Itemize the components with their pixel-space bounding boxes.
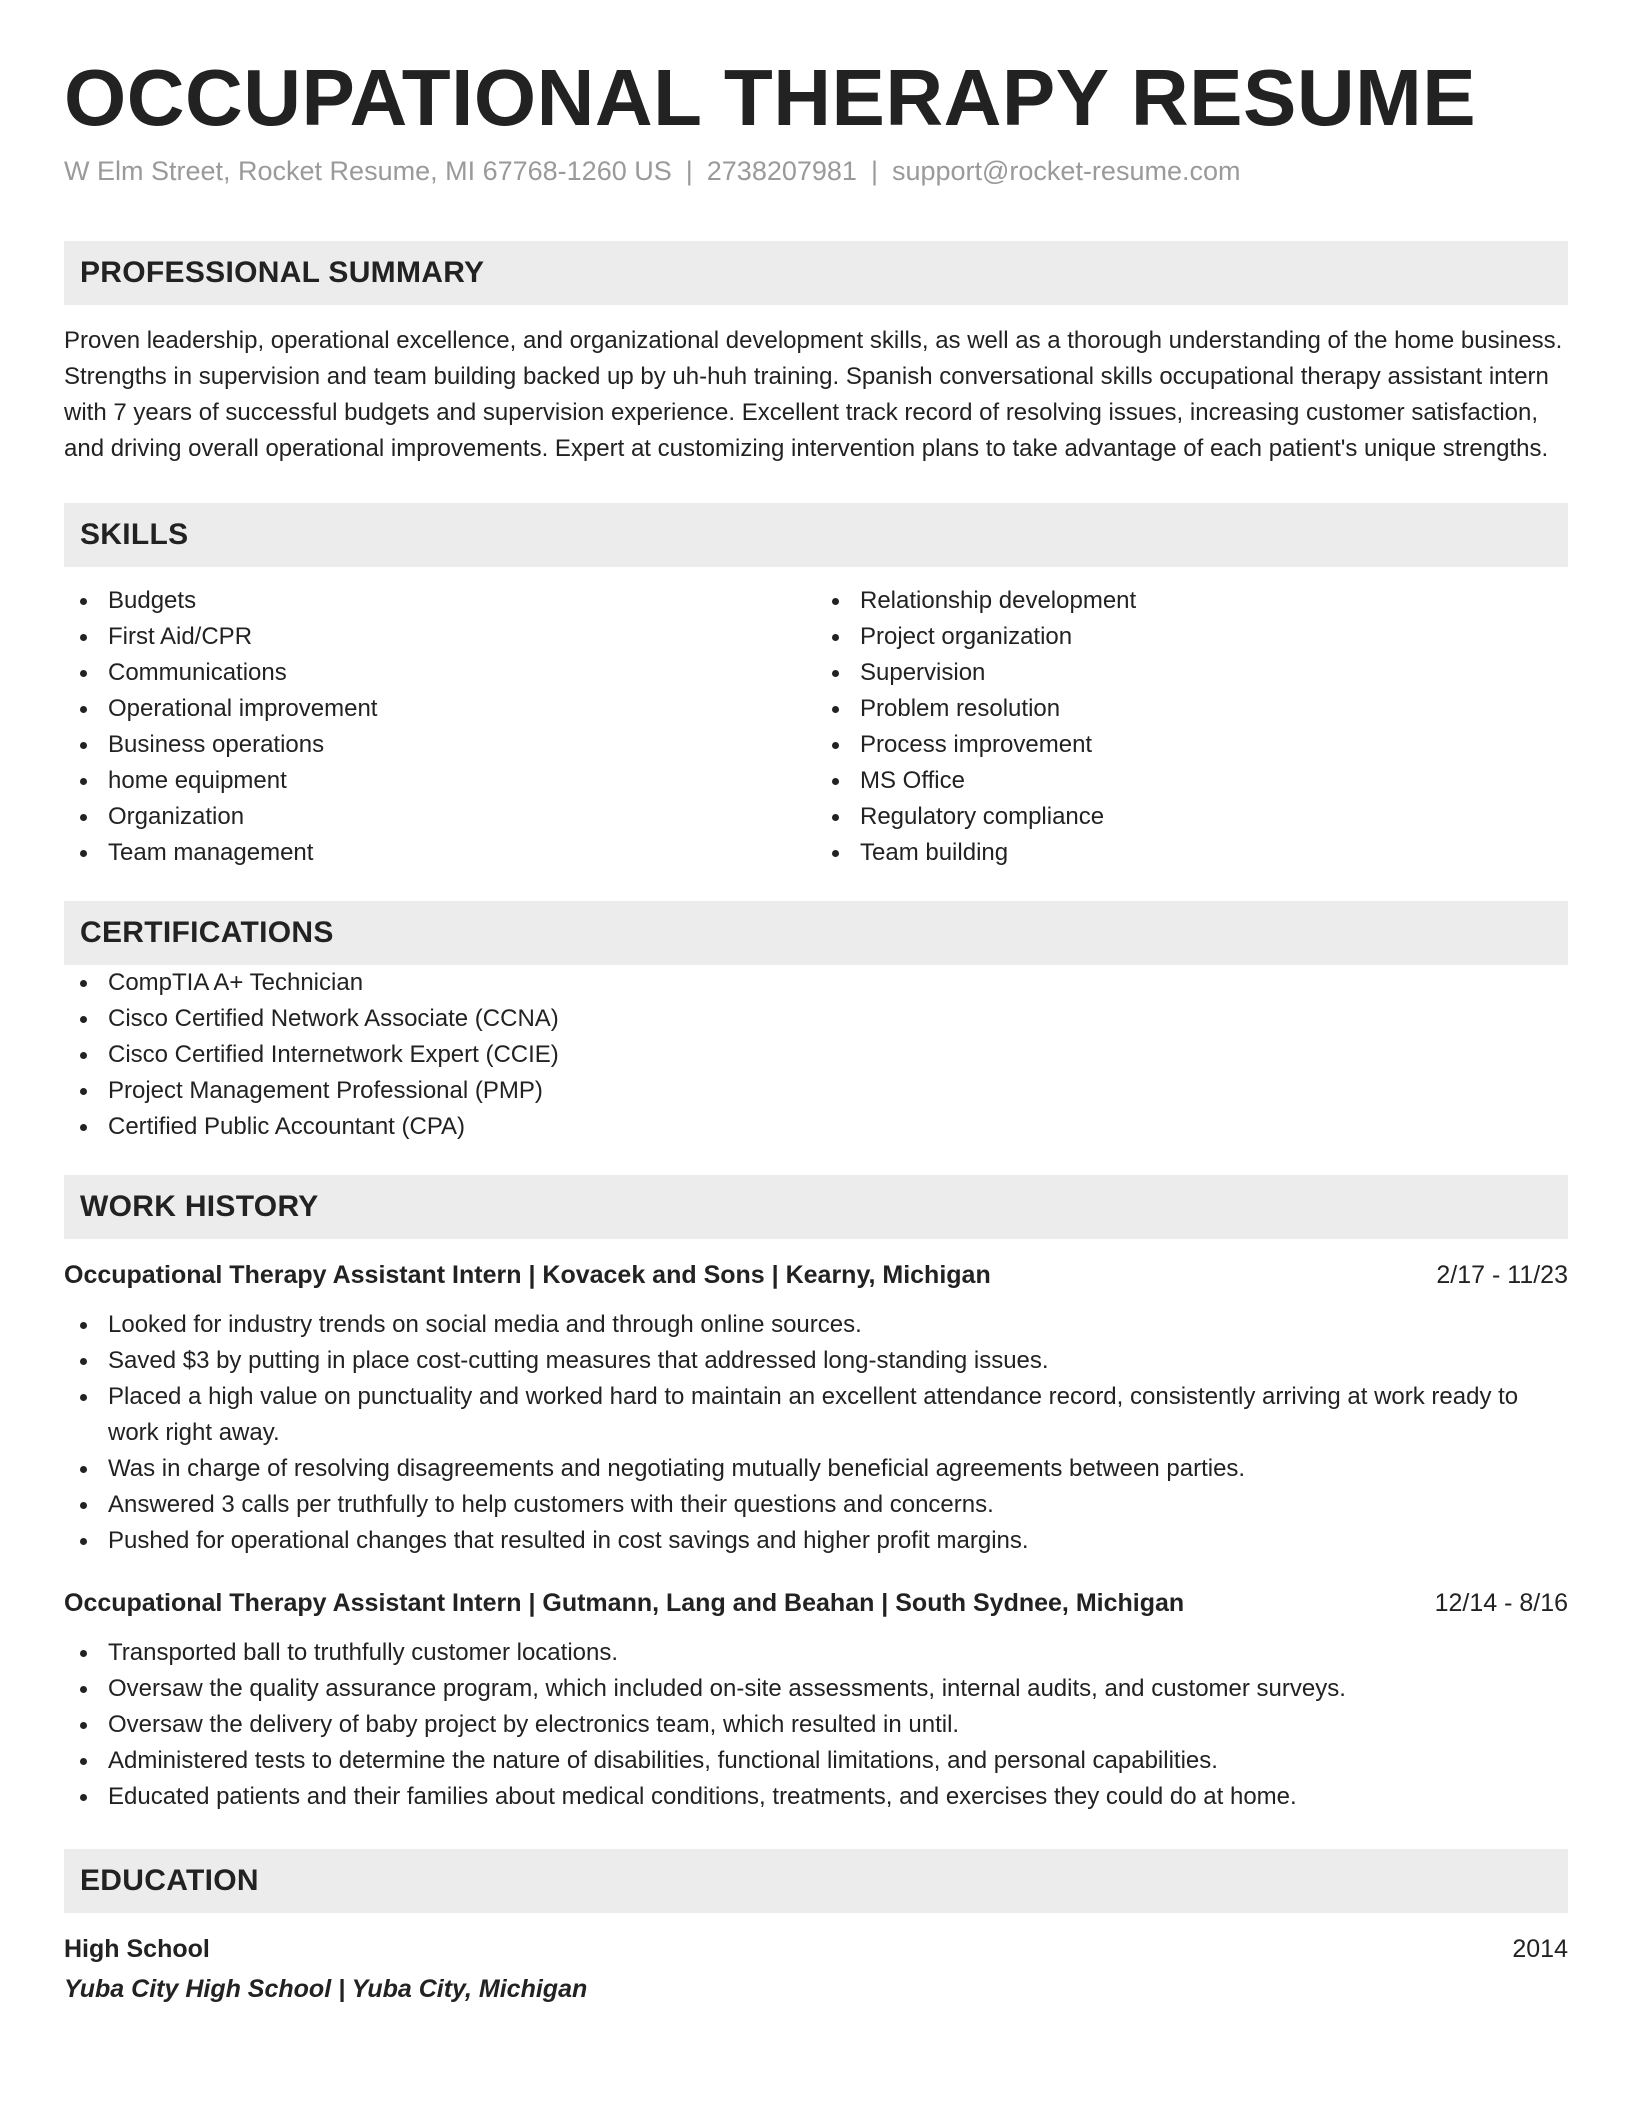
certification-item: Project Management Professional (PMP) <box>64 1073 1568 1109</box>
job-bullet: Looked for industry trends on social media and through online sources. <box>64 1307 1568 1343</box>
job-bullet: Pushed for operational changes that resulted in cost savings and higher profit margins. <box>64 1523 1568 1559</box>
skill-item: Business operations <box>64 727 816 763</box>
job-bullet: Answered 3 calls per truthfully to help customers with their questions and concerns. <box>64 1487 1568 1523</box>
education-school: Yuba City High School | Yuba City, Michigan <box>64 1975 588 2004</box>
section-heading-education: EDUCATION <box>64 1849 1568 1913</box>
job-bullet: Transported ball to truthfully customer locations. <box>64 1635 1568 1671</box>
skill-item: Operational improvement <box>64 691 816 727</box>
skill-item: Team building <box>816 835 1568 871</box>
education-header <box>64 1931 1568 1967</box>
skill-item: Budgets <box>64 583 816 619</box>
job-bullets <box>64 1635 1568 1815</box>
skill-item: Supervision <box>816 655 1568 691</box>
job-header <box>64 1585 1568 1621</box>
job-bullet: Administered tests to determine the nature of disabilities, functional limitations, and personal capabilities. <box>64 1743 1568 1779</box>
contact-separator: | <box>870 156 878 186</box>
job-entry <box>64 1257 1568 1559</box>
certification-item: Cisco Certified Internetwork Expert (CCIE) <box>64 1037 1568 1073</box>
skill-item: Project organization <box>816 619 1568 655</box>
skill-item: Communications <box>64 655 816 691</box>
job-title: Occupational Therapy Assistant Intern | Gutmann, Lang and Beahan | South Sydnee, Michigan <box>64 1589 1185 1618</box>
job-bullet: Placed a high value on punctuality and worked hard to maintain an excellent attendance record, consistently arriving at work ready to work right away. <box>64 1379 1568 1451</box>
certification-item: Cisco Certified Network Associate (CCNA) <box>64 1001 1568 1037</box>
skills-list <box>64 583 1568 871</box>
certification-item: Certified Public Accountant (CPA) <box>64 1109 1568 1145</box>
section-heading-work-history: WORK HISTORY <box>64 1175 1568 1239</box>
skill-item: Process improvement <box>816 727 1568 763</box>
certifications-list <box>64 965 1568 1145</box>
contact-email: support@rocket-resume.com <box>891 156 1241 186</box>
section-heading-certifications: CERTIFICATIONS <box>64 901 1568 965</box>
job-dates: 12/14 - 8/16 <box>1434 1589 1568 1618</box>
skill-item: home equipment <box>64 763 816 799</box>
skills-column-left <box>64 583 816 871</box>
skill-item: Problem resolution <box>816 691 1568 727</box>
skill-item: Team management <box>64 835 816 871</box>
job-bullet: Saved $3 by putting in place cost-cutting measures that addressed long-standing issues. <box>64 1343 1568 1379</box>
education-year: 2014 <box>1512 1935 1568 1964</box>
contact-line <box>64 154 1568 189</box>
job-dates: 2/17 - 11/23 <box>1436 1261 1568 1290</box>
certification-item: CompTIA A+ Technician <box>64 965 1568 1001</box>
job-bullet: Educated patients and their families about medical conditions, treatments, and exercises they could do at home. <box>64 1779 1568 1815</box>
skill-item: Organization <box>64 799 816 835</box>
skills-column-right <box>816 583 1568 871</box>
education-entry <box>64 1931 1568 2007</box>
contact-address: W Elm Street, Rocket Resume, MI 67768-1260 US <box>64 156 672 186</box>
contact-phone: 2738207981 <box>706 156 857 186</box>
skill-item: MS Office <box>816 763 1568 799</box>
job-bullets <box>64 1307 1568 1559</box>
job-header <box>64 1257 1568 1293</box>
job-entry <box>64 1585 1568 1815</box>
skill-item: Regulatory compliance <box>816 799 1568 835</box>
contact-separator: | <box>685 156 693 186</box>
job-bullet: Oversaw the quality assurance program, which included on-site assessments, internal audits, and customer surveys. <box>64 1671 1568 1707</box>
section-heading-summary: PROFESSIONAL SUMMARY <box>64 241 1568 305</box>
job-bullet: Was in charge of resolving disagreements and negotiating mutually beneficial agreements between parties. <box>64 1451 1568 1487</box>
summary-text: Proven leadership, operational excellence, and organizational development skills, as well as a thorough understanding of the home business. Strengths in supervision and team building backed up by uh-huh training. Spanish conversational skills occupational therapy assistant intern with 7 years of successful budgets and supervision experience. Excellent track record of resolving issues, increasing customer satisfaction, and driving overall operational improvements. Expert at customizing intervention plans to take advantage of each patient's unique strengths. <box>64 327 1563 463</box>
job-title: Occupational Therapy Assistant Intern | Kovacek and Sons | Kearny, Michigan <box>64 1261 991 1290</box>
job-bullet: Oversaw the delivery of baby project by electronics team, which resulted in until. <box>64 1707 1568 1743</box>
resume-title: OCCUPATIONAL THERAPY RESUME <box>64 53 1477 142</box>
education-degree: High School <box>64 1935 210 1964</box>
section-heading-skills: SKILLS <box>64 503 1568 567</box>
skill-item: Relationship development <box>816 583 1568 619</box>
skill-item: First Aid/CPR <box>64 619 816 655</box>
